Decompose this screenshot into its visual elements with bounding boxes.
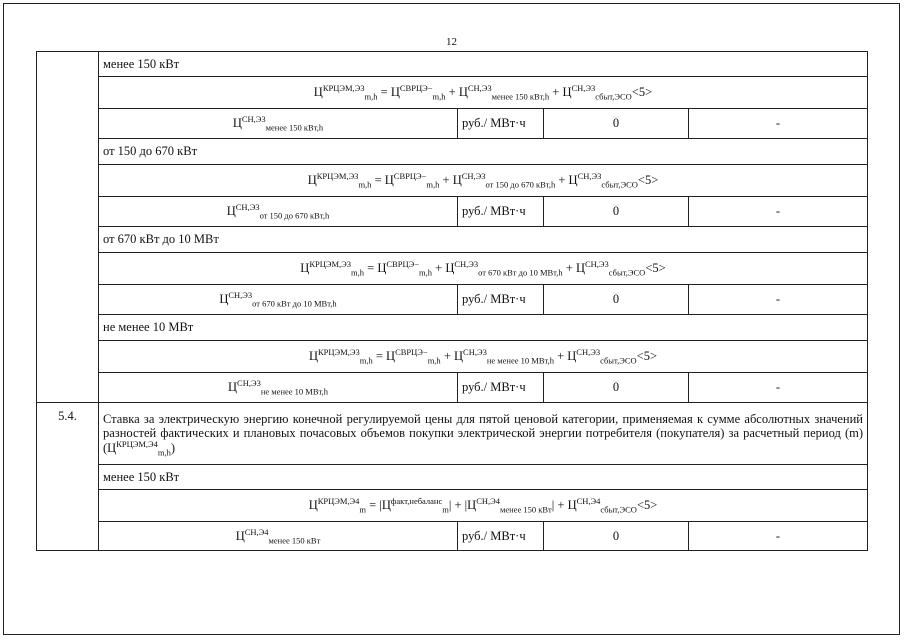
section-description: Ставка за электрическую энергию конечной регулируемой цены для пятой ценовой категории, применяемая к сумме абсолютных значений разностей фактических и плановых почасовых объемов покупки электрической энергии потребителя (покупателя) за расчетный период (m) $(Ц^{КРЦЭМ,Э4}_{m,h})$ bbox=[99, 403, 868, 465]
table-row bbox=[37, 315, 868, 341]
table-row bbox=[37, 227, 868, 253]
formula-row bbox=[37, 253, 868, 285]
tariff-table bbox=[36, 51, 868, 551]
table-row bbox=[37, 285, 868, 315]
rate-symbol: $Ц^{СН,Э3}_{от 670 кВт до 10 МВт,h}$ bbox=[99, 285, 458, 315]
extra-cell: - bbox=[689, 285, 868, 315]
formula: $Ц^{КРЦЭМ,Э3}_{m,h} = Ц^{СВРЦЭ-}_{m,h} + Ц^{СН,Э3}_{не менее 10 МВт,h} + Ц^{СН,Э3}_{сбыт,ЭСО}<5>$ bbox=[99, 341, 868, 373]
page-number: 12 bbox=[446, 36, 457, 48]
rate-symbol: $Ц^{СН,Э3}_{от 150 до 670 кВт,h}$ bbox=[99, 197, 458, 227]
item-number-cell-empty bbox=[37, 52, 99, 403]
extra-cell: - bbox=[689, 522, 868, 551]
table-row bbox=[37, 465, 868, 490]
unit-cell: руб./ МВт·ч bbox=[458, 197, 544, 227]
group-label: от 150 до 670 кВт bbox=[99, 139, 868, 165]
table-row bbox=[37, 197, 868, 227]
value-cell: 0 bbox=[544, 109, 689, 139]
value-cell: 0 bbox=[544, 197, 689, 227]
value-cell: 0 bbox=[544, 373, 689, 403]
group-label: от 670 кВт до 10 МВт bbox=[99, 227, 868, 253]
group-label: менее 150 кВт bbox=[99, 465, 868, 490]
value-cell: 0 bbox=[544, 285, 689, 315]
extra-cell: - bbox=[689, 109, 868, 139]
formula-row bbox=[37, 490, 868, 522]
table-row bbox=[37, 52, 868, 77]
table-row bbox=[37, 403, 868, 465]
extra-cell: - bbox=[689, 373, 868, 403]
unit-cell: руб./ МВт·ч bbox=[458, 285, 544, 315]
formula: $Ц^{КРЦЭМ,Э3}_{m,h} = Ц^{СВРЦЭ-}_{m,h} + Ц^{СН,Э3}_{от 150 до 670 кВт,h} + Ц^{СН,Э3}_{сбыт,ЭСО}<5>$ bbox=[99, 165, 868, 197]
formula: $Ц^{КРЦЭМ,Э3}_{m,h} = Ц^{СВРЦЭ-}_{m,h} + Ц^{СН,Э3}_{от 670 кВт до 10 МВт,h} + Ц^{СН,Э3}_{сбыт,ЭСО}<5>$ bbox=[99, 253, 868, 285]
table-row bbox=[37, 139, 868, 165]
unit-cell: руб./ МВт·ч bbox=[458, 373, 544, 403]
unit-cell: руб./ МВт·ч bbox=[458, 109, 544, 139]
unit-cell: руб./ МВт·ч bbox=[458, 522, 544, 551]
formula-row bbox=[37, 341, 868, 373]
rate-symbol: $Ц^{СН,Э3}_{не менее 10 МВт,h}$ bbox=[99, 373, 458, 403]
formula: $Ц^{КРЦЭМ,Э3}_{m,h} = Ц^{СВРЦЭ-}_{m,h} + Ц^{СН,Э3}_{менее 150 кВт,h} + Ц^{СН,Э3}_{сбыт,ЭСО}<5>$ bbox=[99, 77, 868, 109]
group-label: не менее 10 МВт bbox=[99, 315, 868, 341]
value-cell: 0 bbox=[544, 522, 689, 551]
table-row bbox=[37, 109, 868, 139]
item-number: 5.4. bbox=[37, 403, 99, 551]
formula: $Ц^{КРЦЭМ,Э4}_m = |Ц^{факт,небаланс}_m| + |Ц^{СН,Э4}_{менее 150 кВт}| + Ц^{СН,Э4}_{сбыт,ЭСО}<5>$ bbox=[99, 490, 868, 522]
formula-row bbox=[37, 165, 868, 197]
group-label: менее 150 кВт bbox=[99, 52, 868, 77]
rate-symbol: $Ц^{СН,Э3}_{менее 150 кВт,h}$ bbox=[99, 109, 458, 139]
rate-symbol: $Ц^{СН,Э4}_{менее 150 кВт}$ bbox=[99, 522, 458, 551]
table-row bbox=[37, 522, 868, 551]
formula-row bbox=[37, 77, 868, 109]
table-row bbox=[37, 373, 868, 403]
extra-cell: - bbox=[689, 197, 868, 227]
